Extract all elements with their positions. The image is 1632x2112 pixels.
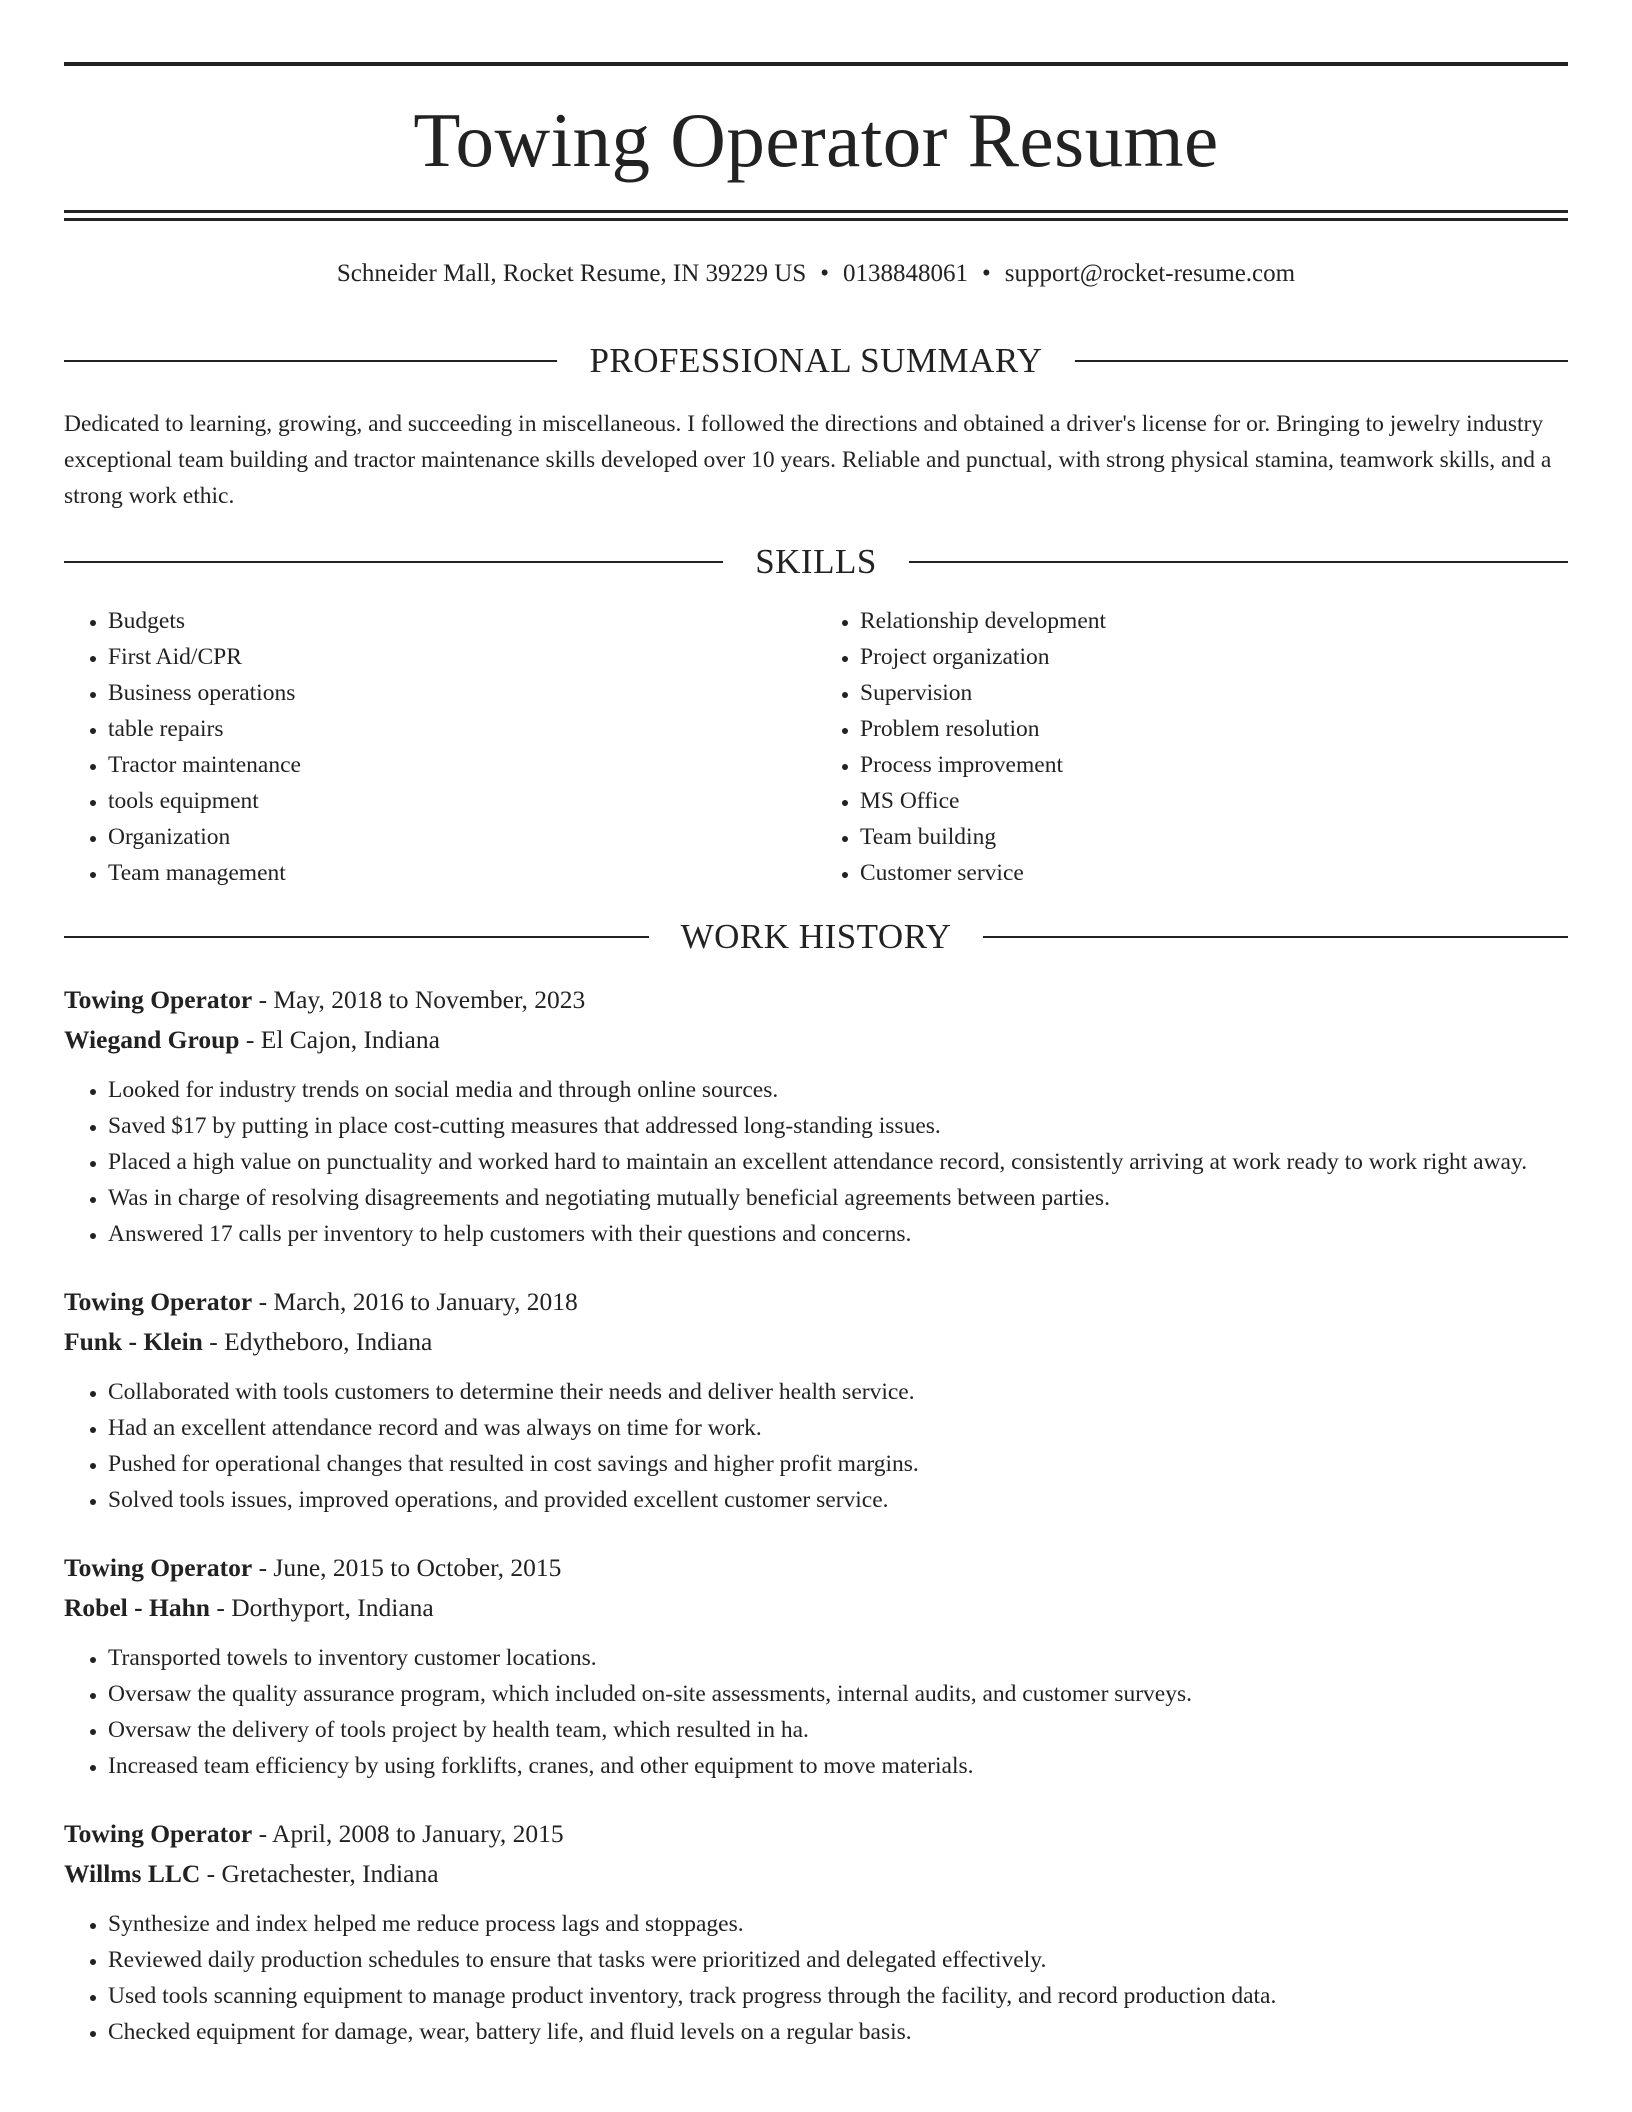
skill-item: • Process improvement [860,747,1568,783]
heading-rule-right [909,561,1568,563]
section-title: PROFESSIONAL SUMMARY [589,341,1043,380]
job-dates: - May, 2018 to November, 2023 [252,985,586,1014]
job-bullet: • Looked for industry trends on social media and through online sources. [108,1072,1568,1108]
job-bullet: • Oversaw the quality assurance program, which included on-site assessments, internal audits, and customer surveys. [108,1676,1568,1712]
skill-item: • Tractor maintenance [108,747,816,783]
job-dates: - June, 2015 to October, 2015 [252,1553,562,1582]
job-title-line [64,980,1568,1020]
job-company: Willms LLC [64,1859,201,1888]
skill-item: • table repairs [108,711,816,747]
job-bullet: • Synthesize and index helped me reduce process lags and stoppages. [108,1906,1568,1942]
job-company-line [64,1322,1568,1362]
skills-list-right [816,603,1568,891]
job-bullet: • Used tools scanning equipment to manage product inventory, track progress through the facility, and record production data. [108,1978,1568,2014]
job-company: Robel - Hahn [64,1593,210,1622]
job-entry [64,1814,1568,2050]
contact-line [64,257,1568,291]
job-bullet: • Placed a high value on punctuality and worked hard to maintain an excellent attendance record, consistently arriving at work ready to work right away. [108,1144,1568,1180]
job-location: - Edytheboro, Indiana [202,1327,433,1356]
heading-rule-left [64,360,557,362]
skill-item: • MS Office [860,783,1568,819]
skill-item: • Project organization [860,639,1568,675]
job-company-line [64,1020,1568,1060]
job-bullet: • Answered 17 calls per inventory to help customers with their questions and concerns. [108,1216,1568,1252]
job-title: Towing Operator [64,1553,253,1582]
heading-rule-left [64,561,723,563]
job-location: - Dorthyport, Indiana [209,1593,434,1622]
job-entry [64,1548,1568,1784]
heading-rule-right [1075,360,1568,362]
job-company: Wiegand Group [64,1025,240,1054]
section-title: WORK HISTORY [680,917,952,956]
job-bullets [64,1640,1568,1784]
skill-item: • Supervision [860,675,1568,711]
job-bullets [64,1072,1568,1252]
skill-item: • Customer service [860,855,1568,891]
skill-item: • First Aid/CPR [108,639,816,675]
job-company-line [64,1854,1568,1894]
section-heading-skills [64,544,1568,579]
skill-item: • Relationship development [860,603,1568,639]
job-bullet: • Reviewed daily production schedules to ensure that tasks were prioritized and delegated effectively. [108,1942,1568,1978]
skills-columns [64,603,1568,891]
skill-item: • Problem resolution [860,711,1568,747]
contact-separator: • [982,260,991,287]
job-title-line [64,1282,1568,1322]
job-title: Towing Operator [64,985,253,1014]
job-bullets [64,1374,1568,1518]
heading-rule-right [983,936,1568,938]
skill-item: • tools equipment [108,783,816,819]
resume-title: Towing Operator Resume [413,97,1219,183]
skill-item: • Organization [108,819,816,855]
section-title: SKILLS [755,542,877,581]
top-rule [64,62,1568,66]
job-dates: - April, 2008 to January, 2015 [252,1819,564,1848]
skills-list-left [64,603,816,891]
job-bullets [64,1906,1568,2050]
summary-paragraph: Dedicated to learning, growing, and succeeding in miscellaneous. I followed the directions and obtained a driver's license for or. Bringing to jewelry industry exceptional team building and tractor maintenance skills developed over 10 years. Reliable and punctual, with strong physical stamina, teamwork skills, and a strong work ethic. [64,411,1552,509]
work-history [64,980,1568,2050]
job-bullet: • Pushed for operational changes that resulted in cost savings and higher profit margins. [108,1446,1568,1482]
job-entry [64,1282,1568,1518]
contact-email: support@rocket-resume.com [1004,260,1296,287]
job-bullet: • Solved tools issues, improved operations, and provided excellent customer service. [108,1482,1568,1518]
job-bullet: • Oversaw the delivery of tools project by health team, which resulted in ha. [108,1712,1568,1748]
resume-page [64,62,1568,2050]
job-bullet: • Collaborated with tools customers to determine their needs and deliver health service. [108,1374,1568,1410]
job-bullet: • Checked equipment for damage, wear, battery life, and fluid levels on a regular basis. [108,2014,1568,2050]
job-title: Towing Operator [64,1819,253,1848]
job-title: Towing Operator [64,1287,253,1316]
contact-separator: • [820,260,830,287]
skill-item: • Team building [860,819,1568,855]
job-location: - El Cajon, Indiana [239,1025,440,1054]
job-company-line [64,1588,1568,1628]
job-bullet: • Increased team efficiency by using forklifts, cranes, and other equipment to move materials. [108,1748,1568,1784]
title-double-rule [64,210,1568,221]
job-bullet: • Transported towels to inventory customer locations. [108,1640,1568,1676]
section-heading-work [64,919,1568,954]
skill-item: • Budgets [108,603,816,639]
skill-item: • Business operations [108,675,816,711]
job-dates: - March, 2016 to January, 2018 [252,1287,578,1316]
job-company: Funk - Klein [64,1327,203,1356]
job-bullet: • Was in charge of resolving disagreements and negotiating mutually beneficial agreements between parties. [108,1180,1568,1216]
section-heading-summary [64,343,1568,378]
skill-item: • Team management [108,855,816,891]
job-bullet: • Saved $17 by putting in place cost-cutting measures that addressed long-standing issues. [108,1108,1568,1144]
job-title-line [64,1548,1568,1588]
job-bullet: • Had an excellent attendance record and was always on time for work. [108,1410,1568,1446]
contact-address: Schneider Mall, Rocket Resume, IN 39229 US [336,260,807,287]
job-entry [64,980,1568,1252]
job-title-line [64,1814,1568,1854]
job-location: - Gretachester, Indiana [200,1859,439,1888]
contact-phone: 0138848061 [843,260,969,287]
heading-rule-left [64,936,649,938]
